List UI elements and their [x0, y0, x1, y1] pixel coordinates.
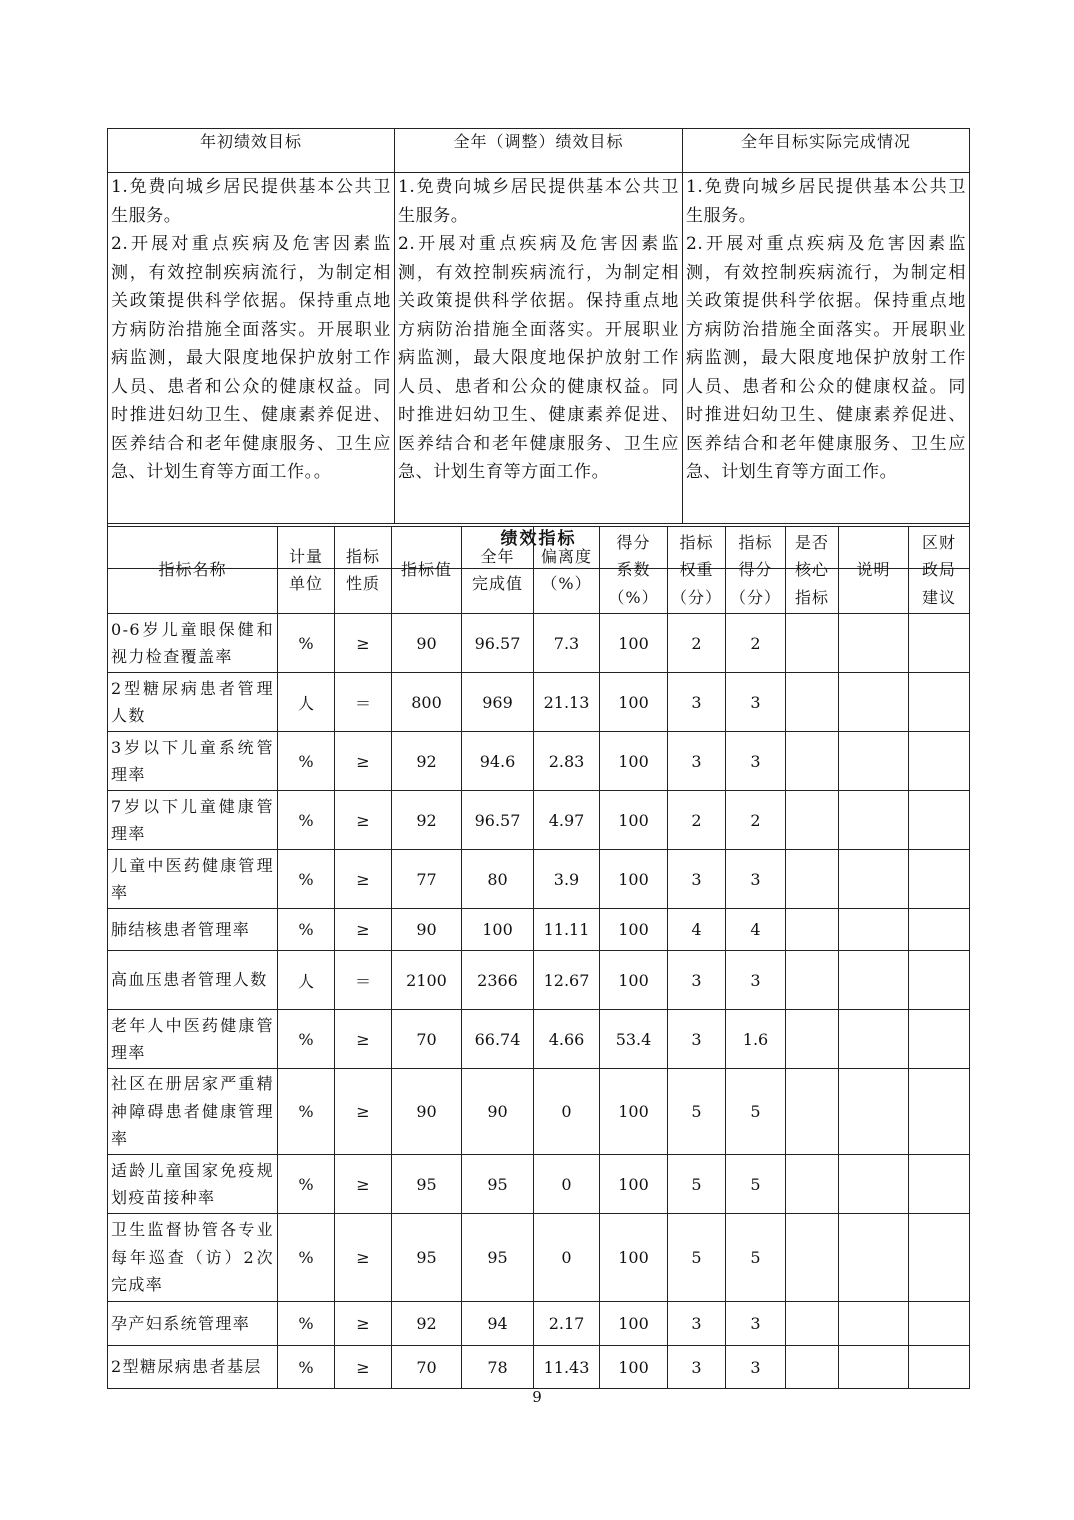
unit-cell: %: [278, 1302, 335, 1346]
note-cell: [839, 909, 909, 951]
table-row: [108, 1214, 970, 1302]
target-cell: 77: [392, 850, 462, 909]
indicator-name-cell: 老年人中医药健康管理率: [108, 1010, 278, 1069]
note-cell: [839, 1069, 909, 1155]
nature-cell: ＝: [335, 673, 392, 732]
indicator-name-cell: 孕产妇系统管理率: [108, 1302, 278, 1346]
indicator-name-cell: 2型糖尿病患者基层: [108, 1346, 278, 1389]
indicator-table: [107, 526, 970, 1389]
unit-cell: 人: [278, 951, 335, 1010]
header-weight: [668, 527, 726, 614]
deviation-cell: 11.43: [534, 1346, 600, 1389]
core-cell: [786, 1010, 839, 1069]
header-line: 指标值: [400, 560, 452, 580]
note-cell: [839, 1302, 909, 1346]
header-initial-goal: 年初绩效目标: [108, 129, 395, 173]
unit-cell: %: [278, 1346, 335, 1389]
score-cell: 5: [726, 1214, 786, 1302]
score-cell: 3: [726, 732, 786, 791]
coefficient-cell: 100: [600, 673, 668, 732]
target-cell: 90: [392, 614, 462, 673]
table-row: [108, 673, 970, 732]
table-row: [108, 1346, 970, 1389]
nature-cell: ≥: [335, 1010, 392, 1069]
header-note: [839, 527, 909, 614]
initial-goal-text: 1.免费向城乡居民提供基本公共卫生服务。 2.开展对重点疾病及危害因素监测，有效控制疾病流行，为制定相关政策提供科学依据。保持重点地方病防治措施全面落实。开展职业病监测，最大限度地保护放射工作人员、患者和公众的健康权益。同时推进妇幼卫生、健康素养促进、医养结合和老年健康服务、卫生应急、计划生育等方面工作。。: [108, 173, 395, 524]
actual-cell: 96.57: [462, 614, 534, 673]
score-cell: 3: [726, 850, 786, 909]
actual-cell: 95: [462, 1155, 534, 1214]
note-cell: [839, 1155, 909, 1214]
header-line: 单位: [288, 574, 323, 593]
actual-cell: 2366: [462, 951, 534, 1010]
score-cell: 4: [726, 909, 786, 951]
header-score-coefficient: [600, 527, 668, 614]
nature-cell: ≥: [335, 1069, 392, 1155]
advice-cell: [909, 1069, 970, 1155]
core-cell: [786, 673, 839, 732]
header-line: 计量: [288, 546, 323, 566]
goals-header-row: [108, 129, 970, 173]
core-cell: [786, 614, 839, 673]
actual-cell: 94: [462, 1302, 534, 1346]
note-cell: [839, 732, 909, 791]
indicator-name-cell: 适龄儿童国家免疫规划疫苗接种率: [108, 1155, 278, 1214]
indicator-name-cell: 社区在册居家严重精神障碍患者健康管理率: [108, 1069, 278, 1155]
deviation-cell: 3.9: [534, 850, 600, 909]
weight-cell: 2: [668, 614, 726, 673]
note-cell: [839, 673, 909, 732]
core-cell: [786, 909, 839, 951]
header-line: （%）: [608, 587, 659, 607]
actual-cell: 66.74: [462, 1010, 534, 1069]
weight-cell: 3: [668, 732, 726, 791]
actual-cell: 969: [462, 673, 534, 732]
header-line: 区财: [921, 532, 956, 552]
note-cell: [839, 791, 909, 850]
target-cell: 70: [392, 1010, 462, 1069]
weight-cell: 3: [668, 951, 726, 1010]
weight-cell: 3: [668, 850, 726, 909]
note-cell: [839, 614, 909, 673]
coefficient-cell: 100: [600, 909, 668, 951]
header-deviation: [534, 527, 600, 614]
target-cell: 800: [392, 673, 462, 732]
table-row: [108, 909, 970, 951]
header-line: （%）: [541, 574, 592, 593]
nature-cell: ≥: [335, 1346, 392, 1389]
coefficient-cell: 100: [600, 1302, 668, 1346]
nature-cell: ≥: [335, 791, 392, 850]
nature-cell: ≥: [335, 732, 392, 791]
indicator-name-cell: 7岁以下儿童健康管理率: [108, 791, 278, 850]
header-line: 得分: [616, 532, 651, 552]
score-cell: 3: [726, 1346, 786, 1389]
deviation-cell: 21.13: [534, 673, 600, 732]
page-number: 9: [532, 1388, 542, 1406]
header-line: 完成值: [471, 574, 523, 593]
score-cell: 2: [726, 791, 786, 850]
core-cell: [786, 1155, 839, 1214]
header-line: 系数: [616, 560, 651, 580]
note-cell: [839, 1214, 909, 1302]
note-cell: [839, 1010, 909, 1069]
header-actual-value: [462, 527, 534, 614]
core-cell: [786, 1069, 839, 1155]
indicator-name-cell: 卫生监督协管各专业每年巡查（访）2次完成率: [108, 1214, 278, 1302]
advice-cell: [909, 909, 970, 951]
coefficient-cell: 100: [600, 791, 668, 850]
header-line: 偏离度: [540, 546, 592, 566]
advice-cell: [909, 1302, 970, 1346]
note-cell: [839, 1346, 909, 1389]
goals-table: [107, 128, 970, 569]
deviation-cell: 2.83: [534, 732, 600, 791]
target-cell: 2100: [392, 951, 462, 1010]
score-cell: 3: [726, 1302, 786, 1346]
table-row: [108, 1069, 970, 1155]
nature-cell: ≥: [335, 1302, 392, 1346]
advice-cell: [909, 951, 970, 1010]
note-cell: [839, 951, 909, 1010]
header-score: [726, 527, 786, 614]
header-finance-advice: [909, 527, 970, 614]
header-line: 是否: [794, 532, 829, 552]
header-line: 说明: [856, 560, 891, 580]
actual-cell: 78: [462, 1346, 534, 1389]
core-cell: [786, 951, 839, 1010]
unit-cell: %: [278, 1214, 335, 1302]
header-line: 政局: [921, 560, 956, 580]
score-cell: 5: [726, 1069, 786, 1155]
core-cell: [786, 850, 839, 909]
target-cell: 90: [392, 1069, 462, 1155]
advice-cell: [909, 614, 970, 673]
deviation-cell: 7.3: [534, 614, 600, 673]
deviation-cell: 2.17: [534, 1302, 600, 1346]
unit-cell: %: [278, 791, 335, 850]
indicator-name-cell: 2型糖尿病患者管理人数: [108, 673, 278, 732]
actual-cell: 94.6: [462, 732, 534, 791]
nature-cell: ≥: [335, 909, 392, 951]
weight-cell: 2: [668, 791, 726, 850]
table-row: [108, 614, 970, 673]
actual-cell: 96.57: [462, 791, 534, 850]
advice-cell: [909, 732, 970, 791]
score-cell: 3: [726, 951, 786, 1010]
advice-cell: [909, 791, 970, 850]
actual-cell: 90: [462, 1069, 534, 1155]
deviation-cell: 12.67: [534, 951, 600, 1010]
score-cell: 5: [726, 1155, 786, 1214]
deviation-cell: 4.66: [534, 1010, 600, 1069]
indicator-name-cell: 肺结核患者管理率: [108, 909, 278, 951]
unit-cell: %: [278, 850, 335, 909]
header-line: （分）: [729, 587, 781, 607]
header-line: 指标: [679, 532, 714, 552]
actual-cell: 95: [462, 1214, 534, 1302]
coefficient-cell: 100: [600, 951, 668, 1010]
advice-cell: [909, 850, 970, 909]
coefficient-cell: 100: [600, 1214, 668, 1302]
deviation-cell: 0: [534, 1155, 600, 1214]
advice-cell: [909, 1010, 970, 1069]
header-line: 指标: [738, 532, 773, 552]
header-line: 权重: [679, 560, 714, 580]
score-cell: 3: [726, 673, 786, 732]
adjusted-goal-text: 1.免费向城乡居民提供基本公共卫生服务。 2.开展对重点疾病及危害因素监测，有效控制疾病流行，为制定相关政策提供科学依据。保持重点地方病防治措施全面落实。开展职业病监测，最大限度地保护放射工作人员、患者和公众的健康权益。同时推进妇幼卫生、健康素养促进、医养结合和老年健康服务、卫生应急、计划生育等方面工作。: [395, 173, 683, 524]
nature-cell: ≥: [335, 1214, 392, 1302]
header-line: 指标: [794, 587, 829, 607]
core-cell: [786, 1214, 839, 1302]
score-cell: 2: [726, 614, 786, 673]
indicator-name-cell: 儿童中医药健康管理率: [108, 850, 278, 909]
nature-cell: ≥: [335, 614, 392, 673]
section-title: 绩效指标: [108, 524, 970, 569]
coefficient-cell: 100: [600, 850, 668, 909]
unit-cell: %: [278, 1155, 335, 1214]
nature-cell: ＝: [335, 951, 392, 1010]
target-cell: 95: [392, 1214, 462, 1302]
unit-cell: %: [278, 909, 335, 951]
actual-cell: 80: [462, 850, 534, 909]
table-row: [108, 1302, 970, 1346]
indicator-name-cell: 0-6岁儿童眼保健和视力检查覆盖率: [108, 614, 278, 673]
unit-cell: 人: [278, 673, 335, 732]
deviation-cell: 0: [534, 1214, 600, 1302]
target-cell: 90: [392, 909, 462, 951]
nature-cell: ≥: [335, 1155, 392, 1214]
coefficient-cell: 100: [600, 1155, 668, 1214]
header-line: 性质: [345, 574, 380, 593]
coefficient-cell: 100: [600, 1069, 668, 1155]
coefficient-cell: 100: [600, 1346, 668, 1389]
indicator-header-row: [108, 527, 970, 614]
goals-content-row: [108, 173, 970, 524]
deviation-cell: 11.11: [534, 909, 600, 951]
core-cell: [786, 732, 839, 791]
header-line: 得分: [738, 560, 773, 580]
weight-cell: 3: [668, 1302, 726, 1346]
header-line: （分）: [670, 587, 722, 607]
unit-cell: %: [278, 1010, 335, 1069]
header-line: 指标: [345, 546, 380, 566]
header-target-value: [392, 527, 462, 614]
core-cell: [786, 1302, 839, 1346]
advice-cell: [909, 673, 970, 732]
deviation-cell: 4.97: [534, 791, 600, 850]
advice-cell: [909, 1155, 970, 1214]
weight-cell: 5: [668, 1155, 726, 1214]
table-row: [108, 1010, 970, 1069]
coefficient-cell: 53.4: [600, 1010, 668, 1069]
weight-cell: 4: [668, 909, 726, 951]
target-cell: 92: [392, 732, 462, 791]
header-nature: [335, 527, 392, 614]
coefficient-cell: 100: [600, 614, 668, 673]
target-cell: 92: [392, 1302, 462, 1346]
header-adjusted-goal: 全年（调整）绩效目标: [395, 129, 683, 173]
weight-cell: 3: [668, 1010, 726, 1069]
coefficient-cell: 100: [600, 732, 668, 791]
table-row: [108, 951, 970, 1010]
table-row: [108, 850, 970, 909]
unit-cell: %: [278, 1069, 335, 1155]
target-cell: 95: [392, 1155, 462, 1214]
header-line: 指标名称: [158, 560, 227, 580]
weight-cell: 5: [668, 1214, 726, 1302]
indicator-name-cell: 高血压患者管理人数: [108, 951, 278, 1010]
advice-cell: [909, 1214, 970, 1302]
unit-cell: %: [278, 614, 335, 673]
core-cell: [786, 1346, 839, 1389]
nature-cell: ≥: [335, 850, 392, 909]
weight-cell: 3: [668, 673, 726, 732]
header-unit: [278, 527, 335, 614]
actual-cell: 100: [462, 909, 534, 951]
note-cell: [839, 850, 909, 909]
target-cell: 70: [392, 1346, 462, 1389]
header-line: 建议: [921, 587, 956, 607]
weight-cell: 3: [668, 1346, 726, 1389]
table-row: [108, 1155, 970, 1214]
header-actual-completion: 全年目标实际完成情况: [683, 129, 970, 173]
table-row: [108, 791, 970, 850]
header-core-indicator: [786, 527, 839, 614]
table-row: [108, 732, 970, 791]
score-cell: 1.6: [726, 1010, 786, 1069]
target-cell: 92: [392, 791, 462, 850]
indicator-name-cell: 3岁以下儿童系统管理率: [108, 732, 278, 791]
actual-completion-text: 1.免费向城乡居民提供基本公共卫生服务。 2.开展对重点疾病及危害因素监测，有效控制疾病流行，为制定相关政策提供科学依据。保持重点地方病防治措施全面落实。开展职业病监测，最大限度地保护放射工作人员、患者和公众的健康权益。同时推进妇幼卫生、健康素养促进、医养结合和老年健康服务、卫生应急、计划生育等方面工作。: [683, 173, 970, 524]
header-line: 核心: [794, 560, 829, 580]
header-indicator-name: [108, 527, 278, 614]
advice-cell: [909, 1346, 970, 1389]
header-line: 全年: [480, 546, 515, 566]
core-cell: [786, 791, 839, 850]
weight-cell: 5: [668, 1069, 726, 1155]
unit-cell: %: [278, 732, 335, 791]
deviation-cell: 0: [534, 1069, 600, 1155]
